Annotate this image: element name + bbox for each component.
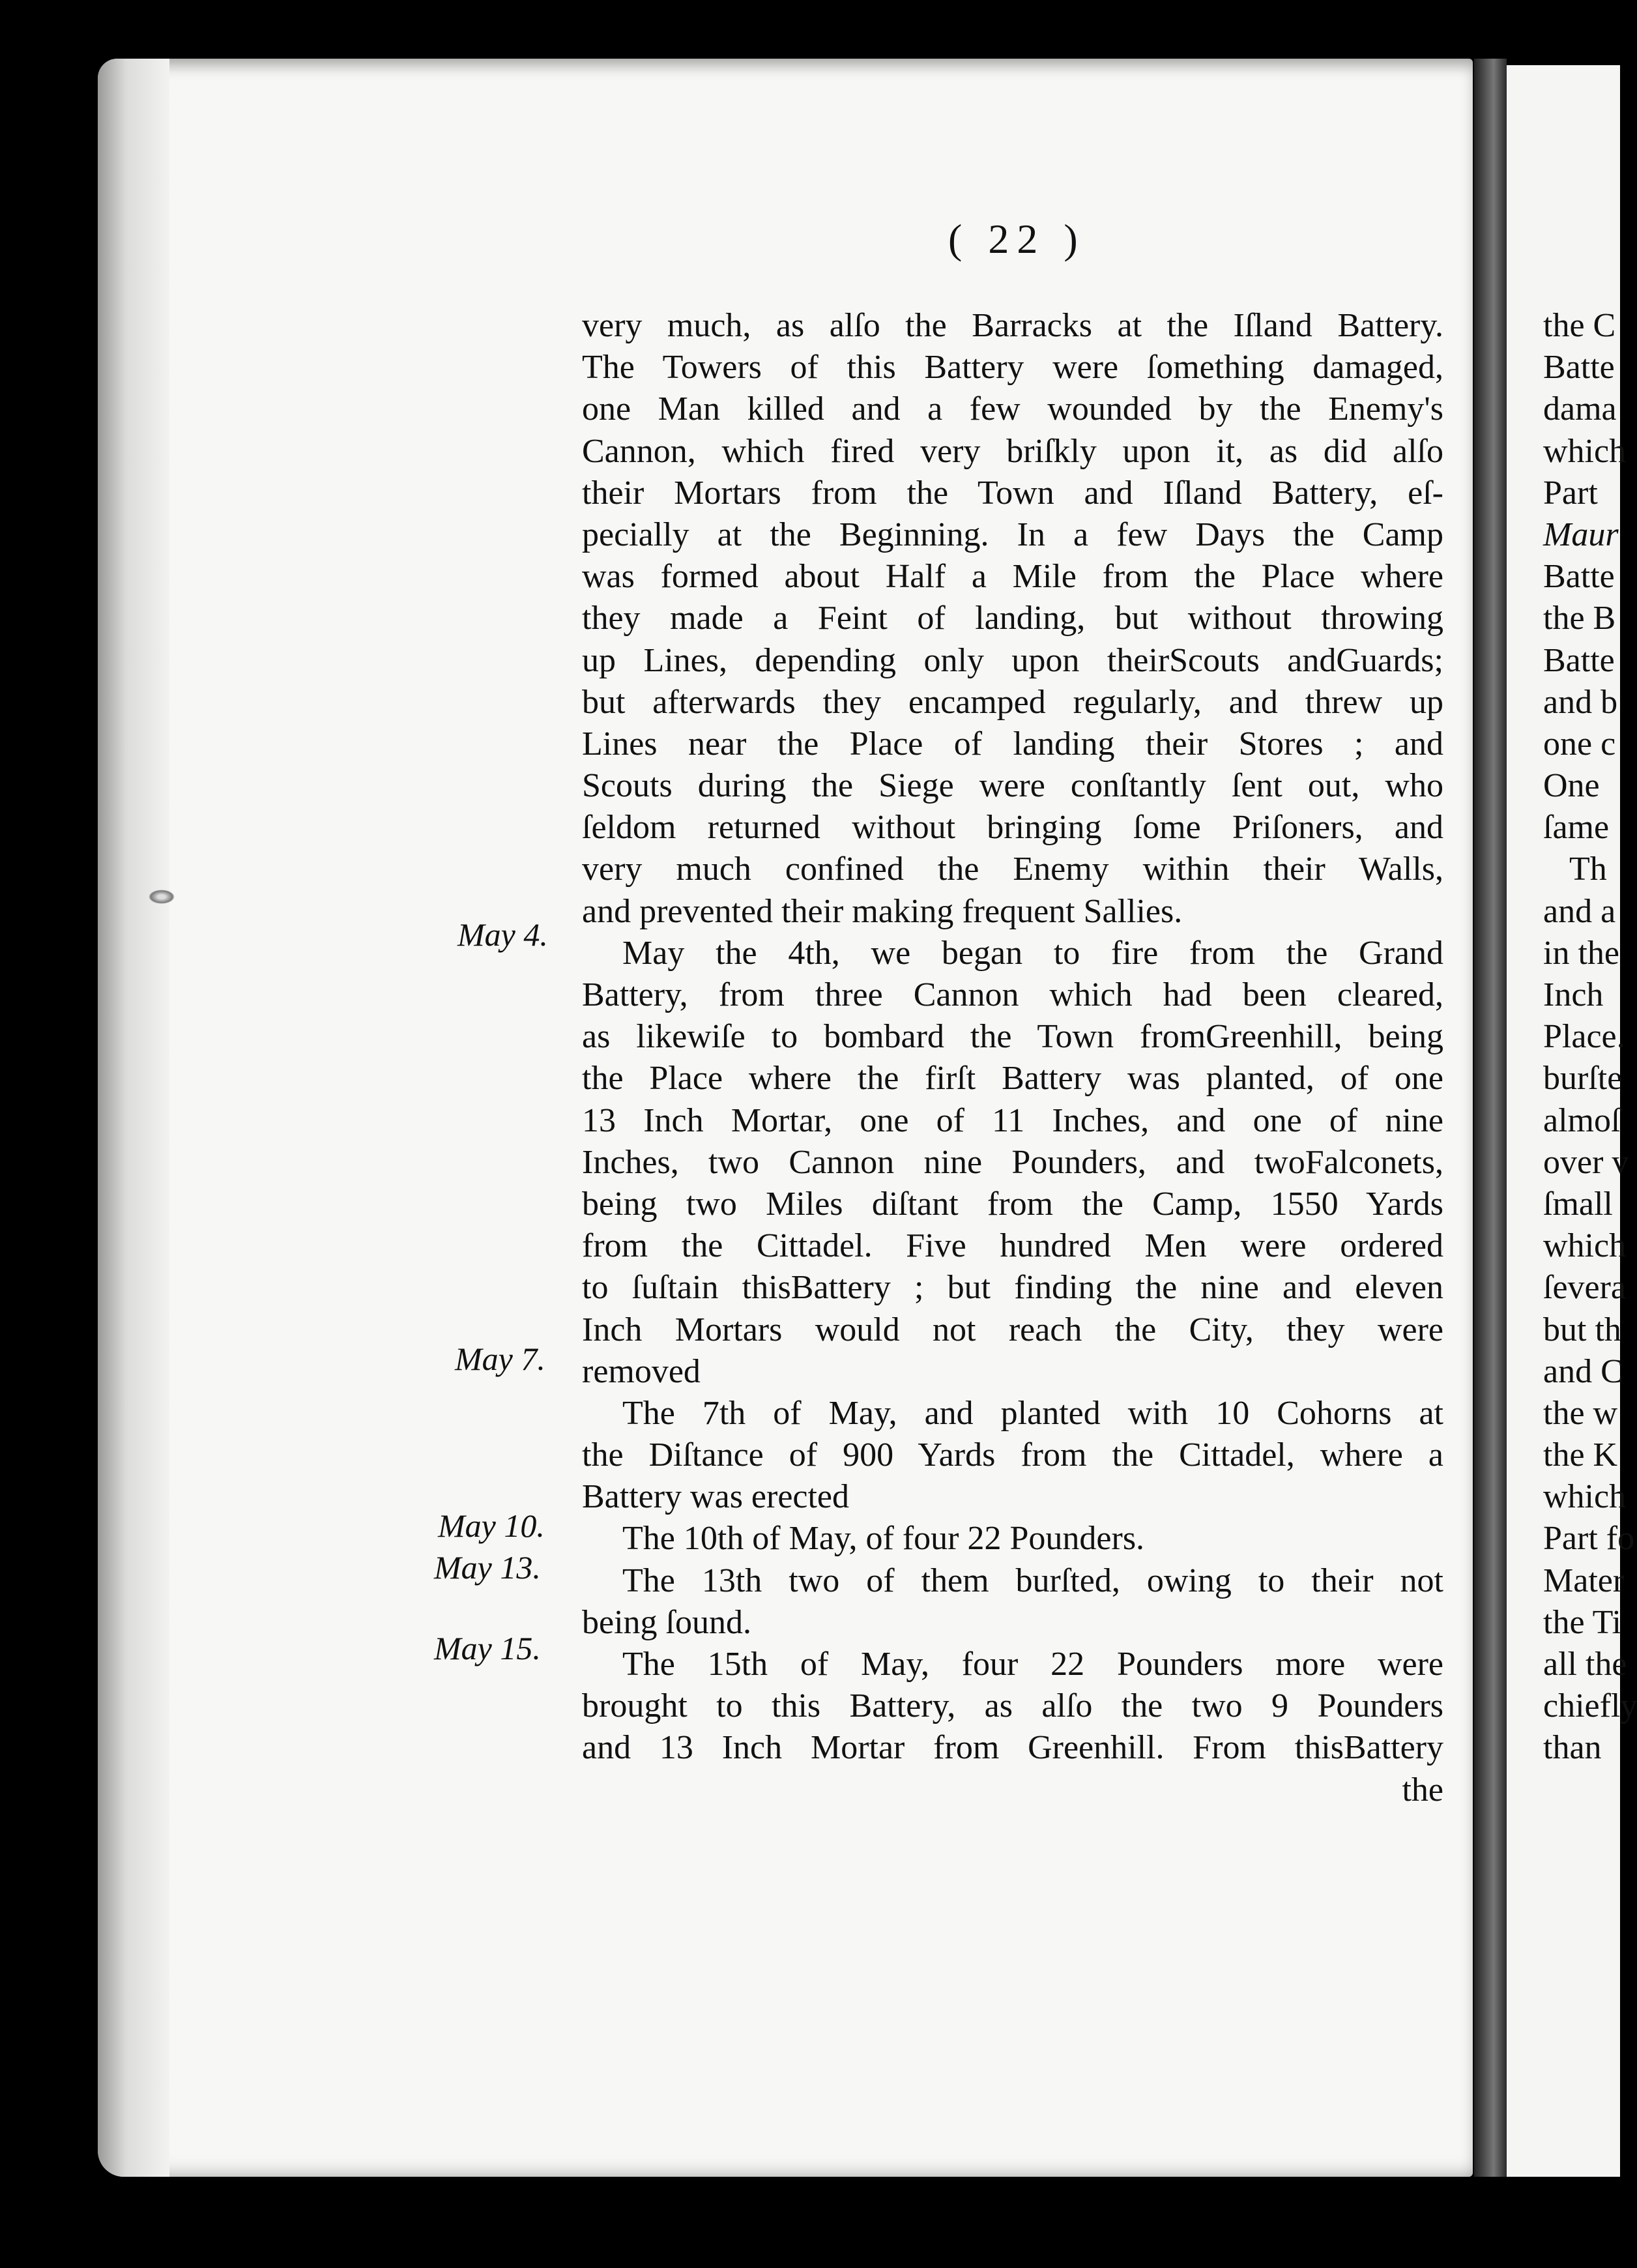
facing-line: Batte	[1543, 641, 1615, 679]
facing-line: which	[1543, 432, 1627, 470]
catchword: the	[1402, 1771, 1443, 1809]
facing-line: ſame	[1543, 809, 1610, 847]
margin-note-may-15: May 15.	[434, 1630, 541, 1666]
facing-line: which	[1543, 1227, 1627, 1265]
text-line: up Lines, depending only upon theirScouts andGuards;	[582, 641, 1443, 679]
text-line: and prevented their making frequent Sallies.	[582, 892, 1183, 930]
facing-line: and C	[1543, 1352, 1623, 1390]
text-line: Battery, from three Cannon which had been cleared,	[582, 976, 1443, 1013]
text-line: the Diſtance of 900 Yards from the Cittadel, where a	[582, 1436, 1443, 1474]
text-line: Inch Mortars would not reach the City, they were	[582, 1311, 1443, 1348]
page-smudge	[149, 890, 175, 904]
text-line: pecially at the Beginning. In a few Days the Camp	[582, 516, 1443, 553]
text-line: ſeldom returned without bringing ſome Priſoners, and	[582, 809, 1443, 847]
facing-line: the C	[1543, 307, 1616, 344]
page-number: ( 22 )	[948, 216, 1086, 262]
text-line: they made a Feint of landing, but without throwing	[582, 600, 1443, 637]
facing-line: all the	[1543, 1646, 1627, 1683]
text-line: but afterwards they encamped regularly, and threw up	[582, 683, 1443, 721]
text-line: being two Miles diſtant from the Camp, 1550 Yards	[582, 1185, 1443, 1223]
text-line: The Towers of this Battery were ſomething damaged,	[582, 349, 1443, 386]
book-spine	[1474, 59, 1507, 2177]
text-line: Scouts during the Siege were conſtantly ſent out, who	[582, 767, 1443, 805]
text-line: May the 4th, we began to fire from the Grand	[622, 934, 1443, 972]
text-line: one Man killed and a few wounded by the Enemy's	[582, 390, 1443, 428]
facing-line: the B	[1543, 600, 1616, 637]
facing-line: but th	[1543, 1311, 1621, 1348]
facing-line: than	[1543, 1729, 1602, 1767]
text-line: being ſound.	[582, 1603, 751, 1641]
text-line: as likewiſe to bombard the Town fromGreenhill, being	[582, 1018, 1443, 1056]
facing-line: Part	[1543, 474, 1598, 512]
facing-line: the Ti	[1543, 1603, 1621, 1641]
text-line: brought to this Battery, as alſo the two 9 Pounders	[582, 1687, 1443, 1725]
facing-line: burſte	[1543, 1060, 1623, 1098]
margin-note-may-10: May 10.	[438, 1507, 545, 1544]
facing-line: chiefly	[1543, 1687, 1637, 1725]
text-line: very much confined the Enemy within their Walls,	[582, 850, 1443, 888]
main-text-block	[582, 305, 1443, 1811]
facing-line: the w	[1543, 1394, 1618, 1432]
facing-line: almoſ	[1543, 1101, 1621, 1139]
text-line: removed	[582, 1352, 701, 1390]
facing-line: ſevera	[1543, 1269, 1627, 1307]
text-line: was formed about Half a Mile from the Place where	[582, 558, 1443, 596]
facing-line: Place.	[1543, 1018, 1625, 1056]
facing-page-text	[1543, 305, 1637, 1769]
text-line: their Mortars from the Town and Iſland Battery, eſ-	[582, 474, 1443, 512]
text-line: The 7th of May, and planted with 10 Cohorns at	[622, 1394, 1443, 1432]
text-line: The 13th two of them burſted, owing to their not	[622, 1562, 1443, 1599]
text-line: the Place where the firſt Battery was planted, of one	[582, 1060, 1443, 1098]
facing-line: the K	[1543, 1436, 1618, 1474]
text-line: and 13 Inch Mortar from Greenhill. From thisBattery	[582, 1729, 1443, 1767]
text-line: to ſuſtain thisBattery ; but finding the nine and eleven	[582, 1269, 1443, 1307]
facing-line: in the	[1543, 934, 1619, 972]
text-line: Lines near the Place of landing their Stores ; and	[582, 725, 1443, 763]
facing-line: Th	[1569, 850, 1607, 888]
text-line: Battery was erected	[582, 1478, 850, 1516]
facing-line: Part fo	[1543, 1520, 1635, 1558]
facing-line: Batte	[1543, 349, 1615, 386]
text-line: The 15th of May, four 22 Pounders more were	[622, 1646, 1443, 1683]
margin-note-may-13: May 13.	[434, 1549, 541, 1586]
facing-line: Mater	[1543, 1562, 1625, 1599]
text-line: from the Cittadel. Five hundred Men were ordered	[582, 1227, 1443, 1265]
facing-line: Batte	[1543, 558, 1615, 596]
facing-line: and a	[1543, 892, 1616, 930]
facing-line: and b	[1543, 683, 1618, 721]
text-line: very much, as alſo the Barracks at the Iſland Battery.	[582, 307, 1443, 344]
margin-note-may-7: May 7.	[455, 1341, 545, 1377]
facing-line: dama	[1543, 390, 1617, 428]
facing-line: one c	[1543, 725, 1616, 763]
text-line: Cannon, which fired very briſkly upon it, as did alſo	[582, 432, 1443, 470]
margin-note-may-4: May 4.	[457, 916, 548, 953]
text-line: The 10th of May, of four 22 Pounders.	[622, 1520, 1145, 1558]
text-line: Inches, two Cannon nine Pounders, and twoFalconets,	[582, 1143, 1443, 1181]
text-line: 13 Inch Mortar, one of 11 Inches, and one of nine	[582, 1101, 1443, 1139]
facing-line: One	[1543, 767, 1600, 805]
facing-line: Maur	[1543, 516, 1619, 553]
facing-line: Inch	[1543, 976, 1604, 1013]
facing-line: ſmall	[1543, 1185, 1613, 1223]
facing-line: over v	[1543, 1143, 1629, 1181]
facing-line: which	[1543, 1478, 1627, 1516]
